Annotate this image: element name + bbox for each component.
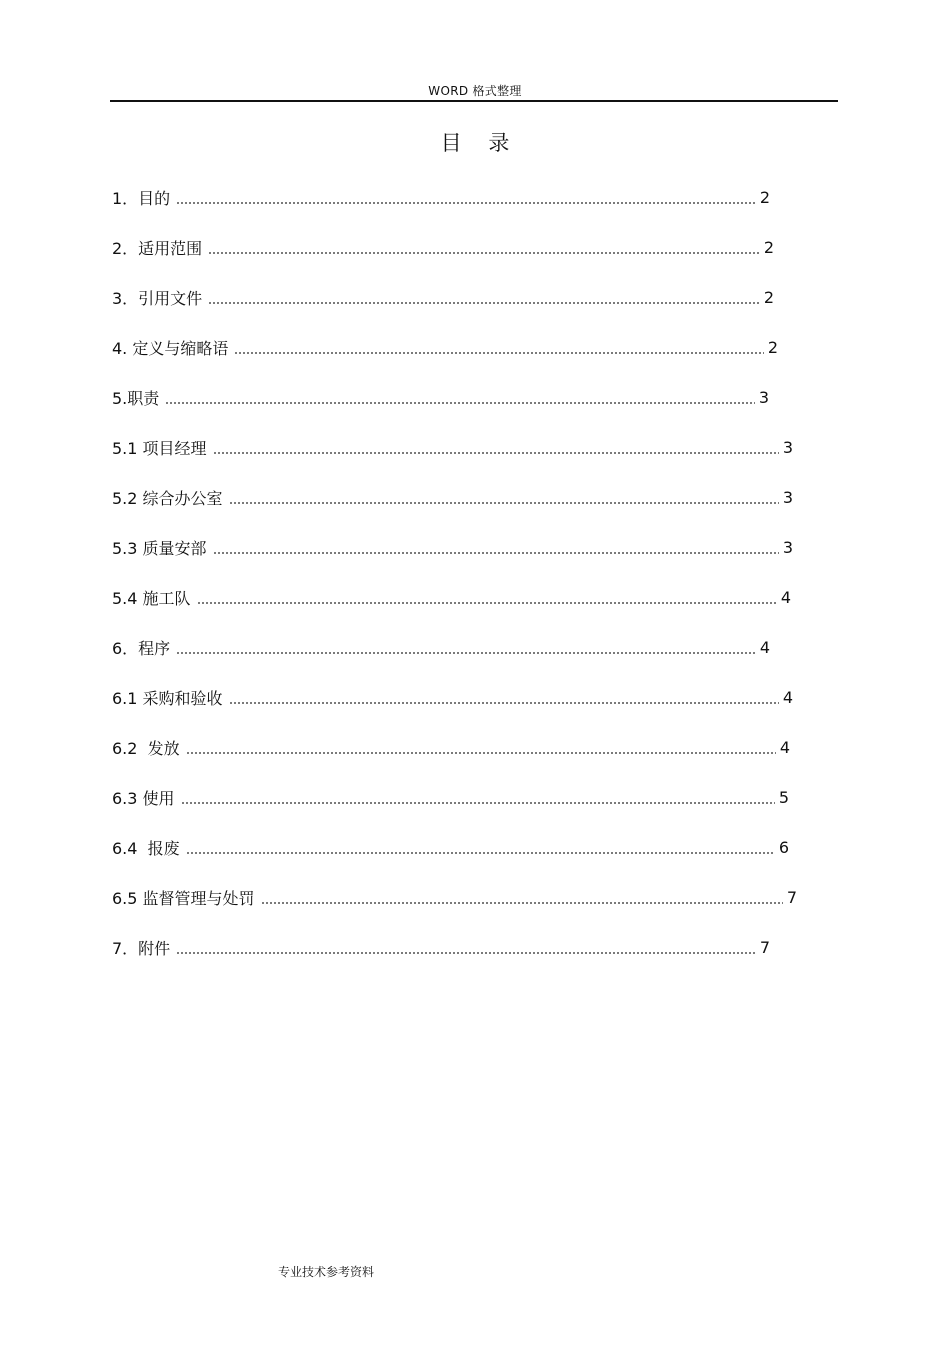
- toc-entry[interactable]: [112, 572, 791, 622]
- toc-entry-page: 7: [759, 937, 770, 957]
- toc-title: 目 录: [440, 131, 510, 155]
- toc-leader-dots: [186, 839, 775, 855]
- toc-entry[interactable]: [112, 422, 793, 472]
- toc-entry[interactable]: [112, 822, 789, 872]
- toc-entry[interactable]: [112, 522, 793, 572]
- toc-entry-label: 3．引用文件: [112, 288, 203, 308]
- toc-entry[interactable]: [112, 872, 797, 922]
- toc-leader-dots: [229, 689, 779, 705]
- toc-entry-label: 6.2 发放: [112, 738, 180, 758]
- toc-entry-page: 4: [780, 587, 791, 607]
- toc-entry-page: 6: [778, 837, 789, 857]
- page-footer: 专业技术参考资料: [278, 1265, 375, 1279]
- toc-entry[interactable]: [112, 472, 793, 522]
- toc-entry-label: 4. 定义与缩略语: [112, 338, 229, 358]
- toc-leader-dots: [197, 589, 777, 605]
- toc-entry-page: 3: [758, 387, 769, 407]
- toc-entry-label: 6.1 采购和验收: [112, 688, 223, 708]
- toc-entry-label: 6.5 监督管理与处罚: [112, 888, 255, 908]
- toc-entry-label: 5.3 质量安部: [112, 538, 207, 558]
- toc-entry[interactable]: [112, 322, 778, 372]
- header-rule: [110, 100, 838, 102]
- toc-entry-label: 5.1 项目经理: [112, 438, 207, 458]
- toc-entry[interactable]: [112, 222, 774, 272]
- toc-leader-dots: [176, 639, 756, 655]
- toc-entry[interactable]: [112, 272, 774, 322]
- toc-entry-page: 3: [782, 487, 793, 507]
- toc-entry-page: 3: [782, 437, 793, 457]
- toc-entry-page: 2: [759, 187, 770, 207]
- toc-entry-label: 6.3 使用: [112, 788, 175, 808]
- toc-entry-label: 6．程序: [112, 638, 171, 658]
- toc-leader-dots: [176, 189, 756, 205]
- page-header: WORD 格式整理: [428, 84, 522, 98]
- toc-entry-page: 4: [782, 687, 793, 707]
- toc-entry-label: 5.4 施工队: [112, 588, 191, 608]
- toc-entry-page: 7: [786, 887, 797, 907]
- toc-leader-dots: [181, 789, 775, 805]
- toc-entry-label: 2．适用范围: [112, 238, 203, 258]
- toc-leader-dots: [176, 939, 756, 955]
- toc-entry[interactable]: [112, 372, 769, 422]
- toc-leader-dots: [208, 239, 760, 255]
- table-of-contents: [112, 172, 797, 972]
- toc-leader-dots: [234, 339, 763, 355]
- toc-entry-page: 4: [759, 637, 770, 657]
- toc-entry-label: 5.职责: [112, 388, 160, 408]
- toc-entry[interactable]: [112, 922, 770, 972]
- toc-entry-page: 2: [763, 287, 774, 307]
- toc-entry-label: 5.2 综合办公室: [112, 488, 223, 508]
- toc-entry-page: 5: [778, 787, 789, 807]
- toc-leader-dots: [213, 539, 779, 555]
- toc-entry-label: 7．附件: [112, 938, 171, 958]
- toc-entry[interactable]: [112, 722, 790, 772]
- toc-entry-page: 2: [767, 337, 778, 357]
- toc-entry[interactable]: [112, 672, 793, 722]
- toc-leader-dots: [186, 739, 776, 755]
- toc-leader-dots: [208, 289, 760, 305]
- toc-entry-page: 2: [763, 237, 774, 257]
- toc-leader-dots: [213, 439, 779, 455]
- toc-entry[interactable]: [112, 772, 789, 822]
- toc-entry-label: 6.4 报废: [112, 838, 180, 858]
- toc-leader-dots: [261, 889, 783, 905]
- toc-entry-page: 4: [779, 737, 790, 757]
- toc-entry-label: 1．目的: [112, 188, 171, 208]
- toc-entry[interactable]: [112, 172, 770, 222]
- toc-entry[interactable]: [112, 622, 770, 672]
- toc-leader-dots: [165, 389, 755, 405]
- toc-entry-page: 3: [782, 537, 793, 557]
- toc-leader-dots: [229, 489, 779, 505]
